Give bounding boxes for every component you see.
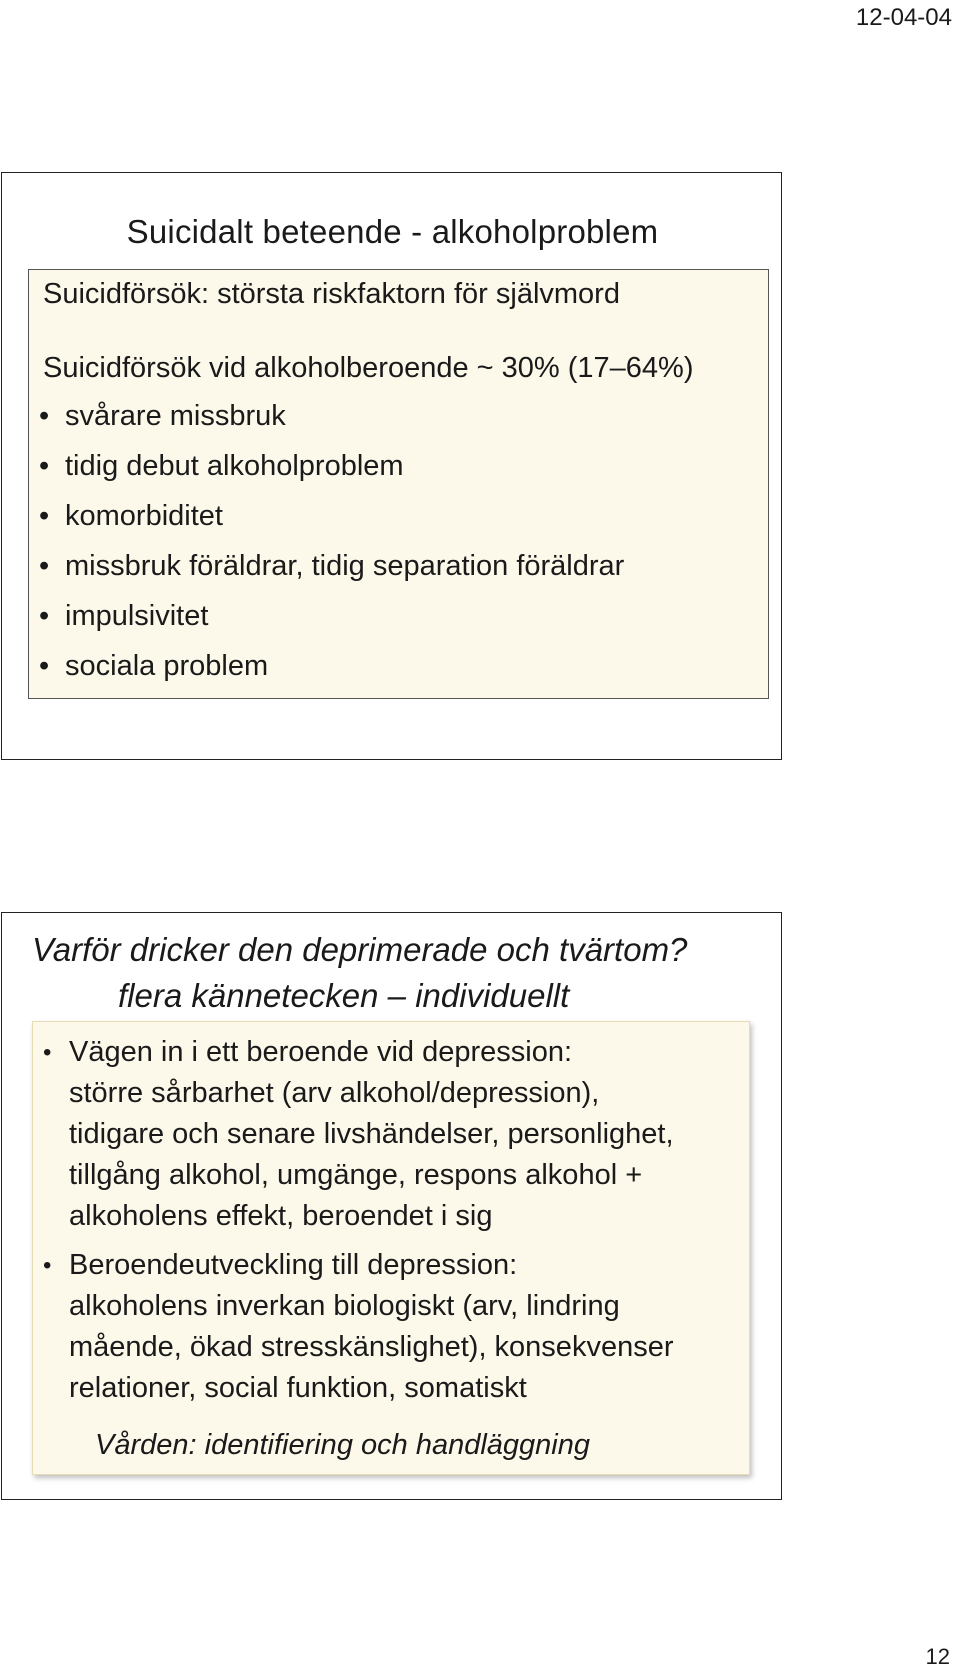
bullet-item [41, 1245, 741, 1409]
slide-1-line-1: Suicidförsök: största riskfaktorn för självmord [43, 278, 620, 310]
slide-1 [1, 172, 782, 760]
bullet-line: tidigare och senare livshändelser, personlighet, [69, 1118, 674, 1150]
slide-2-footer-text: Vården: identifiering och handläggning [95, 1429, 590, 1461]
bullet-line: alkoholens effekt, beroendet i sig [69, 1200, 493, 1232]
bullet-item: • sociala problem [35, 646, 624, 696]
slide-2-bullet-list [41, 1032, 741, 1417]
bullet-line: alkoholens inverkan biologiskt (arv, lindring [69, 1290, 620, 1322]
slide-1-title: Suicidalt beteende - alkoholproblem [126, 213, 659, 250]
slide-2-content-box [32, 1021, 750, 1475]
slide-2-title: Varför dricker den deprimerade och tvärtom? [32, 931, 688, 968]
bullet-item: • komorbiditet [35, 496, 624, 546]
slide-2-subtitle: flera kännetecken – individuellt [118, 977, 570, 1014]
bullet-item [41, 1032, 741, 1237]
slide-1-content-box [28, 269, 769, 699]
page-number: 12 [925, 1644, 950, 1669]
bullet-item: • tidig debut alkoholproblem [35, 446, 624, 496]
bullet-line: mående, ökad stresskänslighet), konsekvenser [69, 1331, 674, 1363]
slide-1-line-2: Suicidförsök vid alkoholberoende ~ 30% (17–64%) [43, 352, 694, 384]
slide-1-bullet-list [35, 396, 624, 696]
date-header: 12-04-04 [855, 4, 952, 31]
slide-2 [1, 912, 782, 1500]
bullet-line: tillgång alkohol, umgänge, respons alkohol + [69, 1159, 643, 1191]
bullet-line: • Beroendeutveckling till depression: [69, 1249, 518, 1281]
bullet-item: • impulsivitet [35, 596, 624, 646]
bullet-line: större sårbarhet (arv alkohol/depression), [69, 1077, 600, 1109]
bullet-line: relationer, social funktion, somatiskt [69, 1372, 527, 1404]
bullet-item: • missbruk föräldrar, tidig separation föräldrar [35, 546, 624, 596]
bullet-item: • svårare missbruk [35, 396, 624, 446]
bullet-line: • Vägen in i ett beroende vid depression: [69, 1036, 573, 1068]
